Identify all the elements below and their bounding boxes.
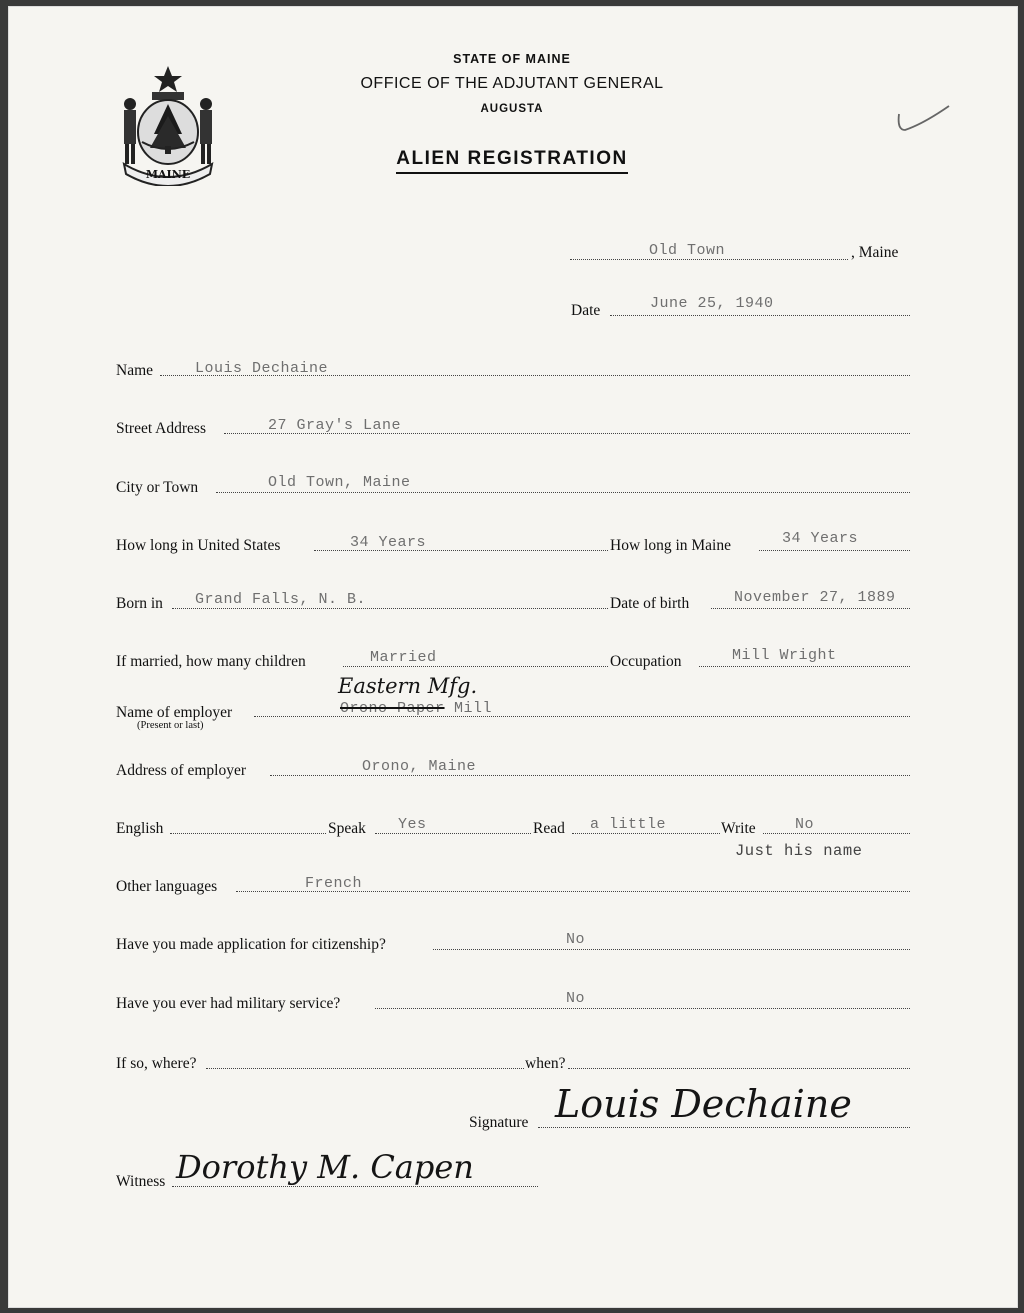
city-label: City or Town [116,479,199,496]
read-value: a little [590,816,667,833]
city-value: Old Town, Maine [268,474,411,491]
signature-label: Signature [469,1114,529,1131]
how-long-maine-line [759,550,910,551]
employer-address-value: Orono, Maine [362,758,477,775]
born-in-value: Grand Falls, N. B. [195,591,367,608]
born-in-label: Born in [116,595,163,612]
signature-value: Louis Dechaine [555,1082,852,1126]
town-line [570,259,848,260]
street-value: 27 Gray's Lane [268,417,402,434]
occupation-value: Mill Wright [732,647,837,664]
date-of-birth-value: November 27, 1889 [734,589,896,606]
date-of-birth-label: Date of birth [610,595,690,612]
form-title-text: ALIEN REGISTRATION [396,148,627,174]
occupation-label: Occupation [610,653,682,670]
witness-value: Dorothy M. Capen [176,1148,474,1186]
date-line [610,315,910,316]
citizenship-line [433,949,910,950]
city-line [216,492,910,493]
employer-rest-text: Mill [454,700,493,717]
check-mark-icon [893,100,953,140]
born-in-line [172,608,608,609]
header-city: AUGUSTA [480,103,544,115]
header-state: STATE OF MAINE [453,52,571,66]
employer-address-label: Address of employer [116,762,246,779]
write-label: Write [721,820,756,837]
write-line [763,833,910,834]
employer-struck-text: Orono Paper [340,700,445,717]
children-value: Married [370,649,437,666]
name-label: Name [116,362,154,379]
employer-value [340,700,492,717]
speak-value: Yes [398,816,427,833]
other-languages-value: French [305,875,363,892]
signature-line [538,1127,910,1128]
date-of-birth-line [711,608,910,609]
speak-line [375,833,531,834]
where-label: If so, where? [116,1055,197,1072]
date-label: Date [571,302,601,319]
citizenship-value: No [566,931,586,948]
military-line [375,1008,910,1009]
how-long-us-value: 34 Years [350,534,427,551]
write-value: No [795,816,815,833]
employer-sublabel: (Present or last) [137,720,204,731]
military-label: Have you ever had military service? [116,995,341,1012]
town-suffix: , Maine [851,244,899,261]
where-line [206,1068,524,1069]
other-languages-label: Other languages [116,878,218,895]
seal-text: MAINE [145,168,191,181]
children-label: If married, how many children [116,653,306,670]
how-long-us-label: How long in United States [116,537,281,554]
english-line [170,833,326,834]
read-label: Read [533,820,565,837]
occupation-line [699,666,910,667]
employer-label: Name of employer [116,704,233,721]
citizenship-label: Have you made application for citizenship? [116,936,386,953]
form-title [0,148,1024,170]
english-label: English [116,820,164,837]
when-line [568,1068,910,1069]
name-value: Louis Dechaine [195,360,329,377]
witness-label: Witness [116,1173,166,1190]
header-office: OFFICE OF THE ADJUTANT GENERAL [360,75,664,92]
military-value: No [566,990,586,1007]
how-long-maine-value: 34 Years [782,530,859,547]
how-long-maine-label: How long in Maine [610,537,731,554]
date-value: June 25, 1940 [650,295,774,312]
street-label: Street Address [116,420,206,437]
town-value: Old Town [649,242,726,259]
write-note: Just his name [735,842,863,860]
children-line [343,666,608,667]
employer-handwritten: Eastern Mfg. [338,674,478,698]
when-label: when? [525,1055,566,1072]
employer-address-line [270,775,910,776]
read-line [572,833,720,834]
speak-label: Speak [328,820,366,837]
witness-line [172,1186,538,1187]
